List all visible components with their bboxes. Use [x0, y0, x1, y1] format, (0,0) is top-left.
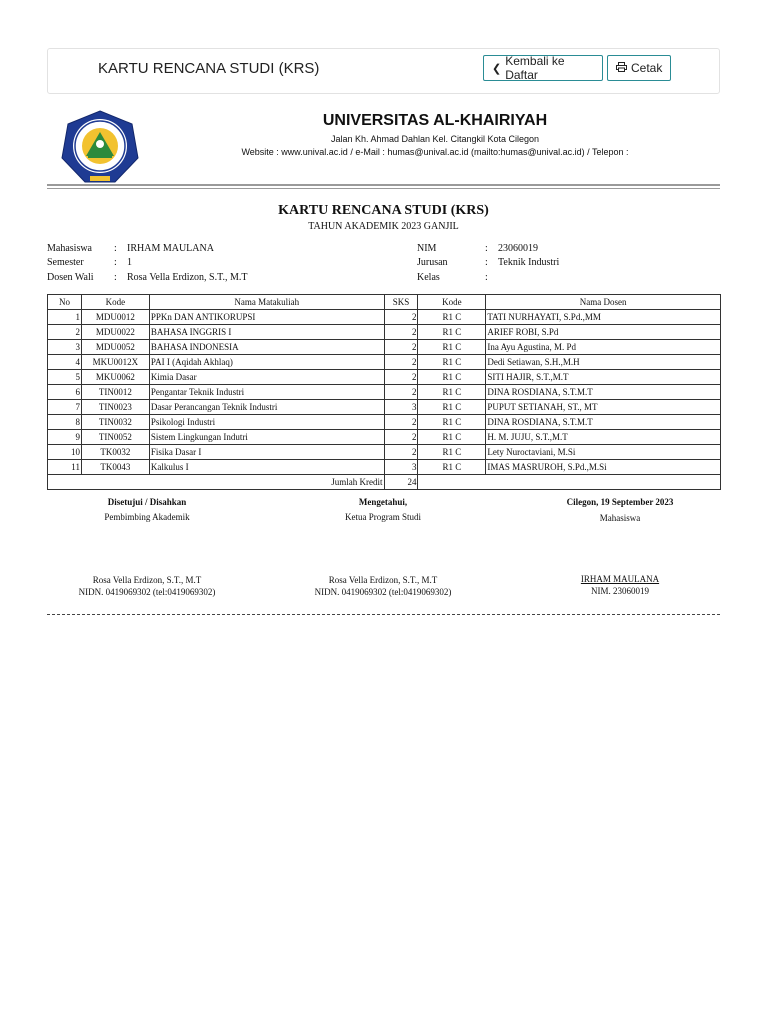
cell-course-name: PAI I (Aqidah Akhlaq) [149, 355, 384, 370]
cell-credits: 2 [384, 445, 418, 460]
table-row [48, 445, 721, 460]
cell-course-code: MKU0062 [81, 370, 149, 385]
cell-no: 7 [48, 400, 82, 415]
cell-no: 3 [48, 340, 82, 355]
signature-role: Mahasiswa [599, 513, 641, 523]
table-row [48, 355, 721, 370]
cell-lecturer: H. M. JUJU, S.T.,M.T [486, 430, 721, 445]
cell-course-name: PPKn DAN ANTIKORUPSI [149, 310, 384, 325]
cell-no: 8 [48, 415, 82, 430]
info-label: Dosen Wali [47, 272, 94, 283]
info-label: Semester [47, 257, 84, 268]
table-row [48, 430, 721, 445]
signature-name: Rosa Vella Erdizon, S.T., M.T [92, 575, 202, 585]
cell-no: 11 [48, 460, 82, 475]
university-address: Jalan Kh. Ahmad Dahlan Kel. Citangkil Kota Cilegon [330, 134, 540, 144]
cell-lecturer: ARIEF ROBI, S.Pd [486, 325, 721, 340]
cell-class-code: R1 C [418, 400, 486, 415]
cell-lecturer: Dedi Setiawan, S.H.,M.H [486, 355, 721, 370]
signature-id: NIM. 23060019 [591, 586, 649, 596]
cell-class-code: R1 C [418, 415, 486, 430]
student-info-right [417, 243, 717, 288]
table-row [48, 370, 721, 385]
course-table [47, 294, 721, 490]
cell-course-code: MKU0012X [81, 355, 149, 370]
column-header-class-code: Kode [418, 295, 486, 310]
cell-course-code: TK0032 [81, 445, 149, 460]
page-title: KARTU RENCANA STUDI (KRS) [98, 60, 320, 77]
cell-course-name: Kimia Dasar [149, 370, 384, 385]
cell-lecturer: Lety Nuroctaviani, M.Si [486, 445, 721, 460]
cell-class-code: R1 C [418, 370, 486, 385]
print-label: Cetak [631, 61, 663, 75]
signature-role: Pembimbing Akademik [104, 512, 190, 522]
chevron-left-icon: ❮ [492, 62, 502, 75]
cell-no: 5 [48, 370, 82, 385]
back-to-list-button[interactable] [483, 55, 603, 81]
cell-course-code: TIN0012 [81, 385, 149, 400]
cell-course-name: BAHASA INGGRIS I [149, 325, 384, 340]
cell-no: 4 [48, 355, 82, 370]
cell-class-code: R1 C [418, 385, 486, 400]
cell-credits: 2 [384, 310, 418, 325]
info-separator: : [485, 257, 488, 268]
info-value-major: Teknik Industri [498, 257, 560, 268]
signature-heading: Mengetahui, [358, 497, 408, 507]
cell-course-name: Dasar Perancangan Teknik Industri [149, 400, 384, 415]
total-credits-value: 24 [384, 475, 418, 490]
cell-class-code: R1 C [418, 445, 486, 460]
cell-no: 1 [48, 310, 82, 325]
info-label: Mahasiswa [47, 243, 92, 254]
printer-icon [616, 62, 627, 75]
table-row [48, 340, 721, 355]
cell-lecturer: SITI HAJIR, S.T.,M.T [486, 370, 721, 385]
signature-name: Rosa Vella Erdizon, S.T., M.T [328, 575, 438, 585]
table-row [48, 310, 721, 325]
cell-credits: 3 [384, 460, 418, 475]
cell-credits: 2 [384, 355, 418, 370]
cell-class-code: R1 C [418, 310, 486, 325]
student-info-left [47, 243, 407, 288]
column-header-no: No [48, 295, 82, 310]
cell-class-code: R1 C [418, 460, 486, 475]
signature-name: IRHAM MAULANA [580, 574, 660, 584]
cell-no: 2 [48, 325, 82, 340]
cell-credits: 2 [384, 430, 418, 445]
signature-program-head [283, 497, 483, 597]
info-value-student-name: IRHAM MAULANA [127, 243, 214, 254]
cell-course-code: MDU0022 [81, 325, 149, 340]
signature-student [520, 497, 720, 596]
info-value-advisor: Rosa Vella Erdizon, S.T., M.T [127, 272, 248, 283]
cell-credits: 2 [384, 340, 418, 355]
signature-advisor [47, 497, 247, 597]
cell-course-code: MDU0012 [81, 310, 149, 325]
column-header-lecturer: Nama Dosen [486, 295, 721, 310]
dashed-divider [47, 614, 720, 615]
cell-lecturer: TATI NURHAYATI, S.Pd.,MM [486, 310, 721, 325]
table-row [48, 325, 721, 340]
info-separator: : [114, 272, 117, 283]
university-logo [60, 110, 140, 186]
table-row [48, 385, 721, 400]
header-divider [47, 184, 720, 186]
document-subtitle: TAHUN AKADEMIK 2023 GANJIL [308, 221, 459, 232]
signature-heading: Cilegon, 19 September 2023 [566, 497, 674, 507]
table-total-row [48, 475, 721, 490]
table-row [48, 460, 721, 475]
cell-lecturer: IMAS MASRUROH, S.Pd.,M.Si [486, 460, 721, 475]
cell-course-code: TIN0032 [81, 415, 149, 430]
cell-course-code: TIN0023 [81, 400, 149, 415]
cell-class-code: R1 C [418, 430, 486, 445]
cell-credits: 2 [384, 325, 418, 340]
cell-course-name: Kalkulus I [149, 460, 384, 475]
info-separator: : [485, 272, 488, 283]
cell-course-name: BAHASA INDONESIA [149, 340, 384, 355]
cell-credits: 3 [384, 400, 418, 415]
signature-id: NIDN. 0419069302 (tel:0419069302) [78, 587, 216, 597]
info-value-semester: 1 [127, 257, 132, 268]
column-header-credits: SKS [384, 295, 418, 310]
info-value-nim: 23060019 [498, 243, 538, 254]
cell-course-name: Sistem Lingkungan Indutri [149, 430, 384, 445]
cell-lecturer: Ina Ayu Agustina, M. Pd [486, 340, 721, 355]
total-row-empty [418, 475, 721, 490]
column-header-course-name: Nama Matakuliah [149, 295, 384, 310]
header-divider-thin [47, 188, 720, 189]
cell-class-code: R1 C [418, 325, 486, 340]
table-row [48, 415, 721, 430]
info-separator: : [114, 257, 117, 268]
cell-no: 9 [48, 430, 82, 445]
column-header-code: Kode [81, 295, 149, 310]
info-separator: : [485, 243, 488, 254]
cell-no: 6 [48, 385, 82, 400]
cell-course-code: TIN0052 [81, 430, 149, 445]
page-header-panel [47, 48, 720, 94]
signature-role: Ketua Program Studi [345, 512, 421, 522]
university-name: UNIVERSITAS AL-KHAIRIYAH [322, 112, 548, 129]
university-contact: Website : www.unival.ac.id / e-Mail : humas@unival.ac.id (mailto:humas@unival.ac.id) / Telepon : [241, 147, 629, 157]
info-label: NIM [417, 243, 437, 254]
info-label: Kelas [417, 272, 440, 283]
info-separator: : [114, 243, 117, 254]
cell-credits: 2 [384, 415, 418, 430]
cell-lecturer: DINA ROSDIANA, S.T.M.T [486, 385, 721, 400]
cell-lecturer: DINA ROSDIANA, S.T.M.T [486, 415, 721, 430]
total-credits-label: Jumlah Kredit [48, 475, 385, 490]
cell-credits: 2 [384, 385, 418, 400]
cell-course-code: TK0043 [81, 460, 149, 475]
cell-lecturer: PUPUT SETIANAH, ST., MT [486, 400, 721, 415]
cell-course-name: Psikologi Industri [149, 415, 384, 430]
cell-course-code: MDU0052 [81, 340, 149, 355]
cell-class-code: R1 C [418, 340, 486, 355]
cell-no: 10 [48, 445, 82, 460]
document-title: KARTU RENCANA STUDI (KRS) [278, 203, 489, 218]
cell-credits: 2 [384, 370, 418, 385]
signature-id: NIDN. 0419069302 (tel:0419069302) [314, 587, 452, 597]
signature-heading: Disetujui / Disahkan [107, 497, 187, 507]
info-label: Jurusan [417, 257, 448, 268]
table-row [48, 400, 721, 415]
print-button[interactable] [607, 55, 671, 81]
cell-course-name: Pengantar Teknik Industri [149, 385, 384, 400]
cell-class-code: R1 C [418, 355, 486, 370]
cell-course-name: Fisika Dasar I [149, 445, 384, 460]
table-header-row [48, 295, 721, 310]
back-to-list-label: Kembali ke Daftar [505, 54, 565, 82]
